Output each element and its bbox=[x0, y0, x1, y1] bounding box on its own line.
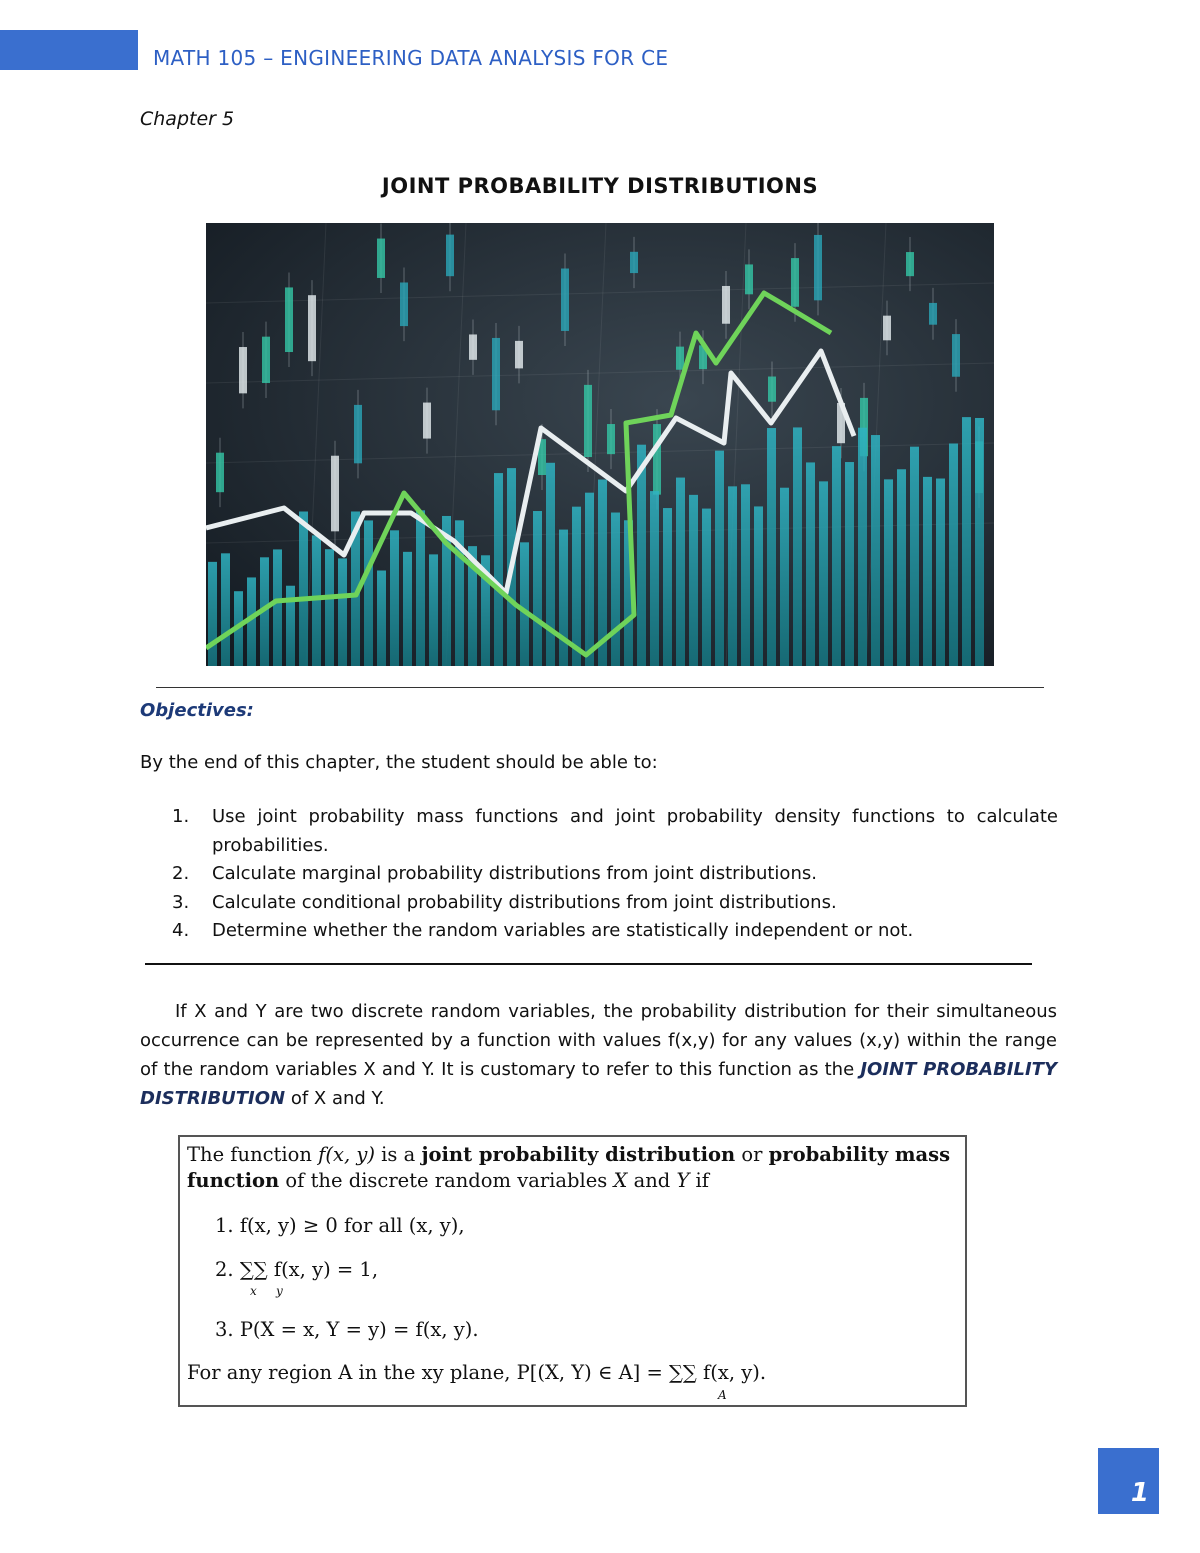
volume-bar bbox=[416, 510, 425, 666]
list-item: 3. Calculate conditional probability distributions from joint distributions. bbox=[172, 891, 837, 913]
stock-chart-illustration bbox=[206, 223, 994, 666]
candle-body bbox=[561, 269, 569, 331]
volume-bar bbox=[962, 417, 971, 666]
definition-footer: For any region A in the xy plane, P[(X, Y) ∈ A] = ∑∑ f(x, y). bbox=[187, 1361, 767, 1384]
definition-line-1: The function f(x, y) is a joint probability distribution or probability mass bbox=[187, 1143, 951, 1166]
volume-bar bbox=[377, 571, 386, 666]
volume-bar bbox=[793, 427, 802, 666]
volume-bar bbox=[364, 520, 373, 666]
candle-body bbox=[216, 453, 224, 492]
volume-bar bbox=[325, 549, 334, 666]
volume-bar bbox=[702, 509, 711, 666]
objectives-list bbox=[172, 803, 1058, 946]
volume-bar bbox=[975, 418, 984, 666]
volume-bar bbox=[936, 479, 945, 666]
page-title: JOINT PROBABILITY DISTRIBUTIONS bbox=[381, 174, 819, 198]
volume-bar bbox=[208, 562, 217, 666]
definition-condition-1: 1. f(x, y) ≥ 0 for all (x, y), bbox=[215, 1214, 465, 1237]
candle-body bbox=[745, 264, 753, 294]
volume-bar bbox=[806, 462, 815, 666]
volume-bar bbox=[611, 513, 620, 666]
page-number: 1 bbox=[1130, 1478, 1149, 1508]
volume-bar bbox=[520, 542, 529, 666]
volume-bar bbox=[585, 493, 594, 666]
sum-subscript-y: y bbox=[276, 1284, 283, 1298]
candle-body bbox=[768, 377, 776, 402]
candle-body bbox=[906, 252, 914, 276]
divider-thin bbox=[156, 687, 1044, 688]
volume-bar bbox=[949, 443, 958, 666]
volume-bar bbox=[494, 473, 503, 666]
volume-bar bbox=[663, 508, 672, 666]
candle-body bbox=[377, 239, 385, 278]
volume-bar bbox=[923, 477, 932, 666]
volume-bar bbox=[767, 428, 776, 666]
candle-body bbox=[446, 235, 454, 277]
definition-line-2: function of the discrete random variables X and Y if bbox=[187, 1169, 709, 1192]
body-paragraph: If X and Y are two discrete random variables, the probability distribution for their simultaneous occurrence can be represented by a function with values f(x,y) for any values (x,y) within the range of the random variables X and Y. It is customary to refer to this function as the JOINT PROBABILITY DISTRIBUTION of X and Y. bbox=[140, 1001, 1057, 1109]
candle-body bbox=[262, 337, 270, 383]
candle-body bbox=[492, 338, 500, 410]
volume-bar bbox=[689, 495, 698, 666]
candle-body bbox=[722, 286, 730, 324]
candle-body bbox=[354, 405, 362, 463]
volume-bar bbox=[819, 481, 828, 666]
volume-bar bbox=[845, 462, 854, 666]
volume-bar bbox=[546, 463, 555, 666]
candle-body bbox=[285, 287, 293, 352]
candle-body bbox=[814, 235, 822, 300]
volume-bar bbox=[650, 491, 659, 666]
candle-body bbox=[423, 403, 431, 439]
candle-body bbox=[308, 295, 316, 361]
candle-body bbox=[239, 347, 247, 393]
volume-bar bbox=[871, 435, 880, 666]
volume-bar bbox=[390, 530, 399, 666]
list-item: 4. Determine whether the random variables are statistically independent or not. bbox=[172, 920, 914, 941]
candle-body bbox=[400, 282, 408, 326]
candle-body bbox=[952, 334, 960, 377]
candle-body bbox=[331, 456, 339, 532]
volume-bar bbox=[715, 451, 724, 666]
volume-bar bbox=[299, 512, 308, 666]
volume-bar bbox=[858, 428, 867, 666]
sum-subscript-a: A bbox=[718, 1388, 727, 1402]
volume-bar bbox=[741, 484, 750, 666]
candle-body bbox=[676, 347, 684, 370]
volume-bar bbox=[910, 447, 919, 666]
candle-body bbox=[929, 303, 937, 325]
candle-body bbox=[653, 424, 661, 495]
candle-body bbox=[469, 334, 477, 359]
objectives-heading: Objectives: bbox=[140, 700, 254, 721]
list-item: 1. Use joint probability mass functions and joint probability density functions to calculate probabilities. bbox=[172, 806, 1058, 856]
volume-bar bbox=[273, 549, 282, 666]
volume-bar bbox=[221, 553, 230, 666]
volume-bar bbox=[572, 507, 581, 666]
volume-bar bbox=[754, 506, 763, 666]
candle-body bbox=[883, 316, 891, 341]
volume-bar bbox=[728, 486, 737, 666]
volume-bar bbox=[897, 469, 906, 666]
candle-body bbox=[791, 258, 799, 307]
page-number-badge bbox=[1098, 1448, 1159, 1514]
emphasis-term: JOINT PROBABILITY DISTRIBUTION bbox=[140, 1059, 1057, 1109]
candle-body bbox=[630, 252, 638, 273]
definition-box bbox=[178, 1135, 967, 1407]
candle-body bbox=[515, 341, 523, 369]
sum-subscript-x: x bbox=[250, 1284, 257, 1298]
candle-body bbox=[607, 424, 615, 454]
volume-bar bbox=[676, 478, 685, 666]
volume-bar bbox=[338, 558, 347, 666]
candle-body bbox=[584, 385, 592, 457]
volume-bar bbox=[832, 446, 841, 666]
definition-condition-3: 3. P(X = x, Y = y) = f(x, y). bbox=[215, 1318, 479, 1341]
volume-bar bbox=[429, 554, 438, 666]
header-accent-block bbox=[0, 30, 138, 70]
chapter-label: Chapter 5 bbox=[140, 108, 235, 130]
volume-bar bbox=[637, 445, 646, 666]
definition-condition-2: 2. ∑∑ f(x, y) = 1, bbox=[215, 1258, 379, 1281]
course-title: MATH 105 – ENGINEERING DATA ANALYSIS FOR CE bbox=[153, 46, 669, 70]
objectives-intro: By the end of this chapter, the student should be able to: bbox=[140, 752, 658, 773]
volume-bar bbox=[403, 552, 412, 666]
volume-bar bbox=[780, 488, 789, 666]
list-item: 2. Calculate marginal probability distributions from joint distributions. bbox=[172, 863, 817, 884]
divider-thick bbox=[145, 963, 1032, 965]
volume-bar bbox=[559, 530, 568, 666]
volume-bar bbox=[533, 511, 542, 666]
volume-bar bbox=[884, 479, 893, 666]
